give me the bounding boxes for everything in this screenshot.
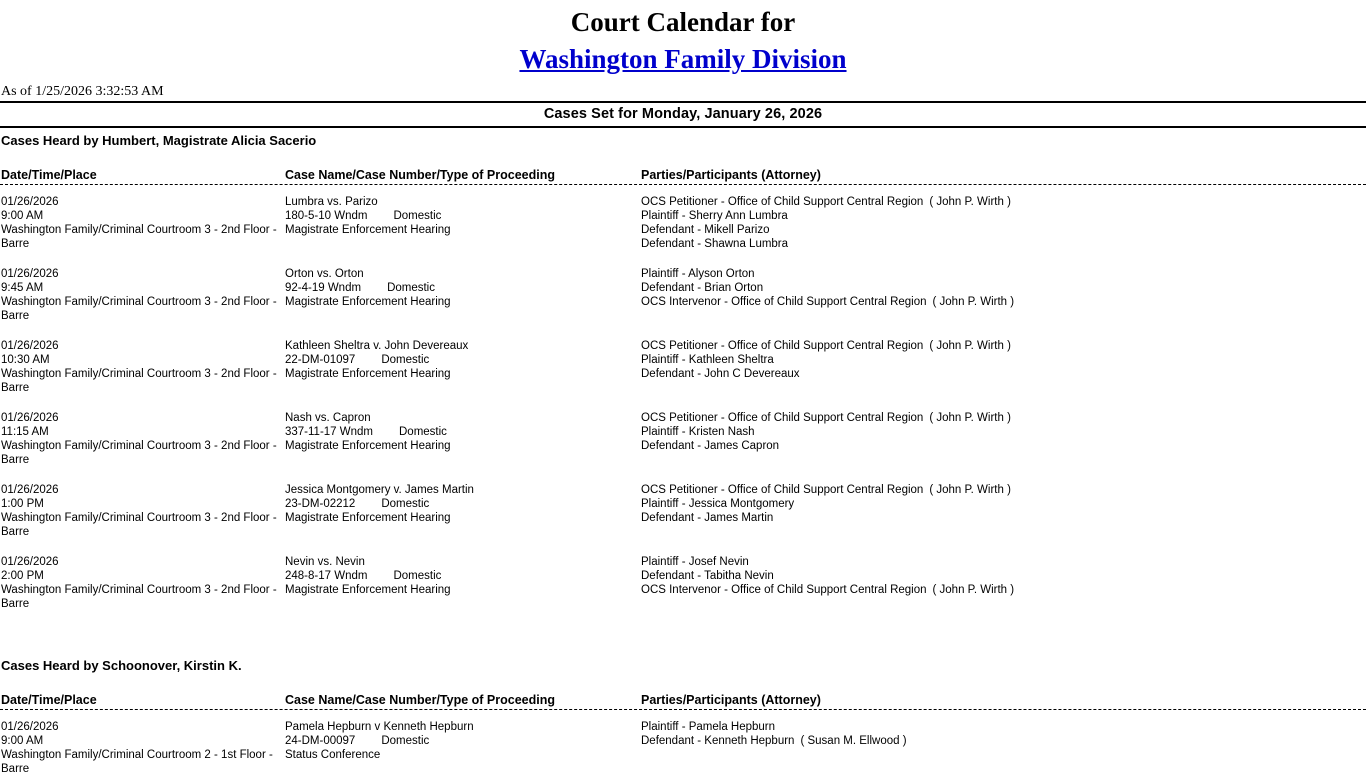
case-number: 248-8-17 Wndm — [285, 570, 368, 582]
case-number: 92-4-19 Wndm — [285, 282, 362, 294]
case-parties — [641, 555, 1241, 597]
party-role: Plaintiff - Josef Nevin — [641, 556, 749, 568]
case-details — [285, 483, 635, 525]
case-place-line2: Barre — [1, 454, 30, 466]
column-header-date: Date/Time/Place — [1, 693, 97, 707]
party-line — [641, 267, 1241, 281]
case-parties — [641, 720, 1241, 748]
party-line — [641, 223, 1241, 237]
case-place-line2: Barre — [1, 238, 30, 250]
case-datetime-place — [1, 339, 281, 395]
party-line — [641, 195, 1241, 209]
case-place-line1: Washington Family/Criminal Courtroom 2 - 1st Floor - — [1, 749, 273, 761]
case-proceeding: Magistrate Enforcement Hearing — [285, 584, 451, 596]
case-type: Domestic — [387, 282, 435, 294]
case-datetime-place — [1, 483, 281, 539]
case-date: 01/26/2026 — [1, 484, 59, 496]
column-header-parties: Parties/Participants (Attorney) — [641, 168, 821, 182]
case-row — [0, 483, 1366, 555]
party-attorney: ( John P. Wirth ) — [929, 340, 1011, 352]
party-role: Plaintiff - Sherry Ann Lumbra — [641, 210, 788, 222]
party-line — [641, 511, 1241, 525]
party-line — [641, 483, 1241, 497]
party-attorney: ( John P. Wirth ) — [929, 196, 1011, 208]
case-parties — [641, 339, 1241, 381]
party-line — [641, 555, 1241, 569]
case-number-line — [285, 353, 635, 367]
case-parties — [641, 483, 1241, 525]
case-number-line — [285, 734, 635, 748]
case-time: 9:00 AM — [1, 735, 44, 747]
case-proceeding: Magistrate Enforcement Hearing — [285, 296, 451, 308]
case-row — [0, 339, 1366, 411]
case-place-line2: Barre — [1, 310, 30, 322]
case-date: 01/26/2026 — [1, 196, 59, 208]
case-row — [0, 195, 1366, 267]
party-line — [641, 720, 1241, 734]
case-datetime-place — [1, 195, 281, 251]
case-type: Domestic — [381, 354, 430, 366]
case-number: 22-DM-01097 — [285, 354, 356, 366]
party-role: Defendant - Mikell Parizo — [641, 224, 770, 236]
case-details — [285, 720, 635, 762]
case-number-line — [285, 281, 635, 295]
case-time: 11:15 AM — [1, 426, 49, 438]
case-row — [0, 267, 1366, 339]
case-name: Jessica Montgomery v. James Martin — [285, 484, 474, 496]
party-line — [641, 411, 1241, 425]
case-place-line2: Barre — [1, 382, 30, 394]
party-line — [641, 734, 1241, 748]
party-line — [641, 425, 1241, 439]
case-parties — [641, 267, 1241, 309]
case-proceeding: Magistrate Enforcement Hearing — [285, 440, 451, 452]
case-row — [0, 411, 1366, 483]
as-of-timestamp: As of 1/25/2026 3:32:53 AM — [1, 84, 164, 99]
party-line — [641, 237, 1241, 251]
case-name: Kathleen Sheltra v. John Devereaux — [285, 340, 469, 352]
case-datetime-place — [1, 720, 281, 776]
division-link[interactable]: Washington Family Division — [519, 44, 847, 74]
case-parties — [641, 411, 1241, 453]
case-time: 2:00 PM — [1, 570, 44, 582]
party-attorney: ( John P. Wirth ) — [932, 584, 1015, 596]
case-place-line2: Barre — [1, 763, 30, 775]
party-role: Plaintiff - Pamela Hepburn — [641, 721, 776, 733]
judge-heading: Cases Heard by Schoonover, Kirstin K. — [1, 658, 242, 673]
party-line — [641, 209, 1241, 223]
case-time: 10:30 AM — [1, 354, 50, 366]
party-attorney: ( John P. Wirth ) — [932, 296, 1015, 308]
case-details — [285, 411, 635, 453]
column-headers — [0, 168, 1366, 184]
party-role: OCS Petitioner - Office of Child Support Central Region — [641, 484, 924, 496]
case-place-line2: Barre — [1, 598, 30, 610]
party-role: Plaintiff - Alyson Orton — [641, 268, 755, 280]
case-number: 24-DM-00097 — [285, 735, 356, 747]
party-role: Defendant - James Martin — [641, 512, 774, 524]
party-role: Plaintiff - Kathleen Sheltra — [641, 354, 774, 366]
case-time: 1:00 PM — [1, 498, 44, 510]
case-place-line1: Washington Family/Criminal Courtroom 3 - 2nd Floor - — [1, 224, 277, 236]
column-header-case: Case Name/Case Number/Type of Proceeding — [285, 168, 555, 182]
party-role: OCS Intervenor - Office of Child Support Central Region — [641, 584, 927, 596]
case-date: 01/26/2026 — [1, 556, 59, 568]
case-number-line — [285, 425, 635, 439]
case-time: 9:00 AM — [1, 210, 44, 222]
cases-set-banner: Cases Set for Monday, January 26, 2026 — [543, 106, 823, 122]
case-name: Nevin vs. Nevin — [285, 556, 365, 568]
party-role: Plaintiff - Kristen Nash — [641, 426, 755, 438]
party-line — [641, 497, 1241, 511]
column-header-date: Date/Time/Place — [1, 168, 97, 182]
judge-section — [0, 653, 1366, 776]
case-name: Lumbra vs. Parizo — [285, 196, 378, 208]
case-details — [285, 195, 635, 237]
party-attorney: ( John P. Wirth ) — [929, 412, 1011, 424]
case-place-line1: Washington Family/Criminal Courtroom 3 - 2nd Floor - — [1, 296, 277, 308]
page-title — [0, 0, 1366, 78]
case-number: 180-5-10 Wndm — [285, 210, 368, 222]
party-line — [641, 569, 1241, 583]
column-headers — [0, 693, 1366, 709]
case-date: 01/26/2026 — [1, 268, 59, 280]
case-type: Domestic — [399, 426, 447, 438]
party-attorney: ( Susan M. Ellwood ) — [800, 735, 907, 747]
case-date: 01/26/2026 — [1, 340, 59, 352]
case-place-line1: Washington Family/Criminal Courtroom 3 - 2nd Floor - — [1, 368, 277, 380]
case-datetime-place — [1, 267, 281, 323]
party-role: Plaintiff - Jessica Montgomery — [641, 498, 795, 510]
party-role: OCS Intervenor - Office of Child Support Central Region — [641, 296, 927, 308]
case-number-line — [285, 209, 635, 223]
party-role: Defendant - James Capron — [641, 440, 780, 452]
column-header-parties: Parties/Participants (Attorney) — [641, 693, 821, 707]
case-name: Nash vs. Capron — [285, 412, 371, 424]
title-primary: Court Calendar for — [570, 7, 796, 37]
case-type: Domestic — [393, 210, 442, 222]
case-name: Orton vs. Orton — [285, 268, 364, 280]
party-line — [641, 439, 1241, 453]
party-role: Defendant - Shawna Lumbra — [641, 238, 789, 250]
column-header-case: Case Name/Case Number/Type of Proceeding — [285, 693, 555, 707]
case-date: 01/26/2026 — [1, 412, 59, 424]
party-role: Defendant - Kenneth Hepburn — [641, 735, 795, 747]
case-number-line — [285, 497, 635, 511]
judge-section — [0, 128, 1366, 611]
case-datetime-place — [1, 411, 281, 467]
case-place-line2: Barre — [1, 526, 30, 538]
party-line — [641, 353, 1241, 367]
section-spacer — [0, 611, 1366, 653]
party-role: Defendant - Brian Orton — [641, 282, 764, 294]
party-line — [641, 339, 1241, 353]
party-line — [641, 367, 1241, 381]
case-type: Domestic — [393, 570, 442, 582]
case-row — [0, 720, 1366, 776]
case-date: 01/26/2026 — [1, 721, 59, 733]
party-role: OCS Petitioner - Office of Child Support Central Region — [641, 196, 924, 208]
party-role: Defendant - Tabitha Nevin — [641, 570, 774, 582]
case-place-line1: Washington Family/Criminal Courtroom 3 - 2nd Floor - — [1, 440, 277, 452]
case-time: 9:45 AM — [1, 282, 44, 294]
case-name: Pamela Hepburn v Kenneth Hepburn — [285, 721, 474, 733]
judge-heading: Cases Heard by Humbert, Magistrate Alicia Sacerio — [1, 133, 317, 148]
case-details — [285, 267, 635, 309]
case-proceeding: Status Conference — [285, 749, 381, 761]
party-attorney: ( John P. Wirth ) — [929, 484, 1011, 496]
case-place-line1: Washington Family/Criminal Courtroom 3 - 2nd Floor - — [1, 512, 277, 524]
party-line — [641, 583, 1241, 597]
case-number: 23-DM-02212 — [285, 498, 356, 510]
case-type: Domestic — [381, 498, 430, 510]
party-role: OCS Petitioner - Office of Child Support Central Region — [641, 412, 924, 424]
case-type: Domestic — [381, 735, 430, 747]
sections-container — [0, 128, 1366, 776]
party-role: OCS Petitioner - Office of Child Support Central Region — [641, 340, 924, 352]
case-number-line — [285, 569, 635, 583]
case-proceeding: Magistrate Enforcement Hearing — [285, 224, 451, 236]
party-role: Defendant - John C Devereaux — [641, 368, 800, 380]
case-parties — [641, 195, 1241, 251]
party-line — [641, 281, 1241, 295]
case-proceeding: Magistrate Enforcement Hearing — [285, 368, 451, 380]
party-line — [641, 295, 1241, 309]
case-place-line1: Washington Family/Criminal Courtroom 3 - 2nd Floor - — [1, 584, 277, 596]
case-details — [285, 339, 635, 381]
case-number: 337-11-17 Wndm — [285, 426, 373, 438]
case-proceeding: Magistrate Enforcement Hearing — [285, 512, 451, 524]
case-row — [0, 555, 1366, 611]
case-details — [285, 555, 635, 597]
case-datetime-place — [1, 555, 281, 611]
